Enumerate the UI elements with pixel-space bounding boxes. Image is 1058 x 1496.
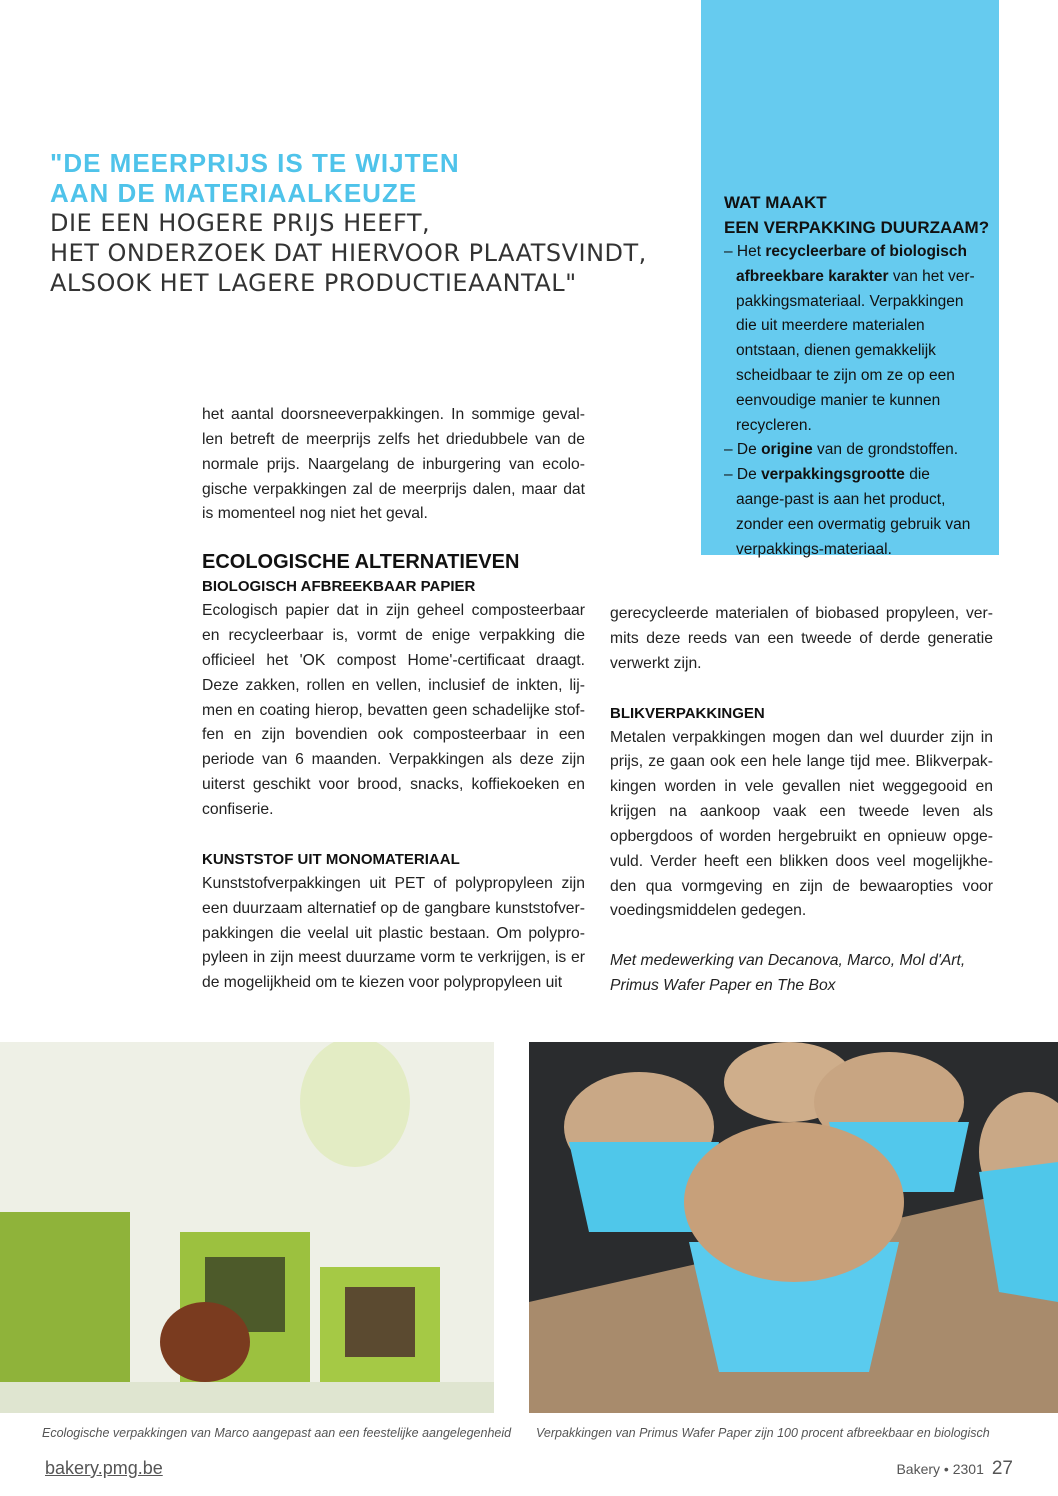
text-line: gische verpakkingen zal de meerprijs dalen, maar dat [202,480,585,498]
text-line: en recycleerbaar is, vormt de enige verpakking die [202,627,585,645]
website-link[interactable]: bakery.pmg.be [45,1458,163,1478]
page-number: 27 [991,1458,1013,1479]
quote-highlight-line: AAN DE MATERIAALKEUZE [50,178,418,208]
text-line: confiserie. [202,800,274,818]
text: – De [724,441,762,459]
sidebar-title-line: EEN VERPAKKING DUURZAAM? [724,218,990,237]
paragraph [202,599,585,823]
text-line: Ecologisch papier dat in zijn geheel composteerbaar [202,602,585,620]
quote-line: HET ONDERZOEK DAT HIERVOOR PLAATSVINDT, [50,239,647,267]
text-line: fen en zijn bovendien ook composteerbaar in een [202,726,585,744]
section-heading: ECOLOGISCHE ALTERNATIEVEN [202,551,520,574]
text-line: krijgen na aankoop vaak een tweede leven als [610,803,993,821]
text-line: men en coating hierop, bevatten geen schadelijke stof- [202,701,585,719]
text: van de grondstoffen. [812,441,959,459]
credit [610,949,993,999]
text-line: normale prijs. Naargelang de inburgering van ecolo- [202,455,585,473]
sidebar-list-item [724,438,980,463]
text-line: uiterst geschikt voor brood, snacks, koffiekoeken en [202,776,585,794]
paragraph [202,872,585,996]
quote-line: DIE EEN HOGERE PRIJS HEEFT, [50,209,431,237]
subheading: BIOLOGISCH AFBREEKBAAR PAPIER [202,578,476,596]
text: – De [724,466,762,484]
magazine-issue: Bakery • 2301 [896,1461,984,1477]
caption-left: Ecologische verpakkingen van Marco aangepast aan een feestelijke aangelegenheid [42,1426,512,1440]
credit-line: Met medewerking van Decanova, Marco, Mol d'Art, [610,952,966,970]
pull-quote [50,148,647,298]
column-1 [202,403,585,996]
text-line: vuld. Verder heeft een blikken doos veel mogelijkhe- [610,852,993,870]
folio [896,1458,1013,1480]
text-line: periode van 6 maanden. Verpakkingen als deze zijn [202,751,585,769]
text: die aange-past is aan het product, zonder een overmatig gebruik van verpakkings-materiaal. [736,466,971,558]
text-line: pakkingen die veelal uit plastic bestaan. Om polypro- [202,924,585,942]
subheading: BLIKVERPAKKINGEN [610,704,765,722]
sidebar-list-item [724,463,980,562]
emphasis: verpakkingsgrootte [761,466,905,484]
caption-right: Verpakkingen van Primus Wafer Paper zijn 100 procent afbreekbaar en biologisch [536,1426,990,1440]
emphasis: recycleerbare of biologisch afbreekbare karakter [736,243,967,285]
text-line: mits deze reeds van een tweede of derde generatie [610,629,993,647]
intro-paragraph [202,403,585,527]
text-line: len betreft de meerprijs zelfs het driedubbele van de [202,430,585,448]
text-line: het aantal doorsneeverpakkingen. In sommige geval- [202,406,585,423]
text-line: kingen worden in vele gevallen niet weggegooid en [610,778,993,796]
muffins-image [529,1042,1058,1413]
text-line: voedingsmiddelen gedegen. [610,902,807,920]
text-line: verwerkt zijn. [610,654,702,672]
text-line: Deze zakken, rollen en vellen, inclusief de inkten, lij- [202,676,585,694]
column-2 [610,602,993,999]
text-line: Metalen verpakkingen mogen dan wel duurder zijn in [610,728,993,746]
quote-line: ALSOOK HET LAGERE PRODUCTIEAANTAL" [50,269,577,297]
text-line: opbergdoos of worden hergebruikt en opnieuw opge- [610,827,993,845]
subheading: KUNSTSTOF UIT MONOMATERIAAL [202,850,460,868]
text: van het ver-pakkingsmateriaal. Verpakkingen die uit meerdere materialen ontstaan, dienen gemakkelijk scheidbaar te zijn om ze op een eenvoudige manier te kunnen recycleren. [736,267,975,434]
sidebar-title [724,190,989,240]
text-line: officieel het 'OK compost Home'-certificaat draagt. [202,651,585,669]
text-line: is momenteel nog niet het geval. [202,505,428,523]
photo-muffins [529,1042,1058,1413]
emphasis: origine [761,441,813,459]
quote-highlight-line: "DE MEERPRIJS IS TE WIJTEN [50,148,460,178]
paragraph [610,726,993,925]
text-line: een duurzaam alternatief op de gangbare kunststofver- [202,899,585,917]
paragraph [610,602,993,677]
text: – Het [724,243,766,260]
credit-line: Primus Wafer Paper en The Box [610,976,836,994]
photo-green-boxes [0,1042,494,1413]
text-line: de mogelijkheid om te kiezen voor polypropyleen uit [202,974,563,992]
text-line: Kunststofverpakkingen uit PET of polypropyleen zijn [202,874,585,892]
text-line: den qua vormgeving en zijn de bewaaropties voor [610,877,993,895]
sidebar-list [724,240,980,562]
sidebar-title-line: WAT MAAKT [724,193,827,212]
sidebar-list-item [724,240,980,438]
text-line: pyleen in zijn meest duurzame vorm te verkrijgen, is er [202,949,585,967]
text-line: prijs, ze gaan ook een hele lange tijd mee. Blikverpak- [610,753,993,771]
green-packaging-image [0,1042,494,1413]
text-line: gerecycleerde materialen of biobased propyleen, ver- [610,605,993,622]
